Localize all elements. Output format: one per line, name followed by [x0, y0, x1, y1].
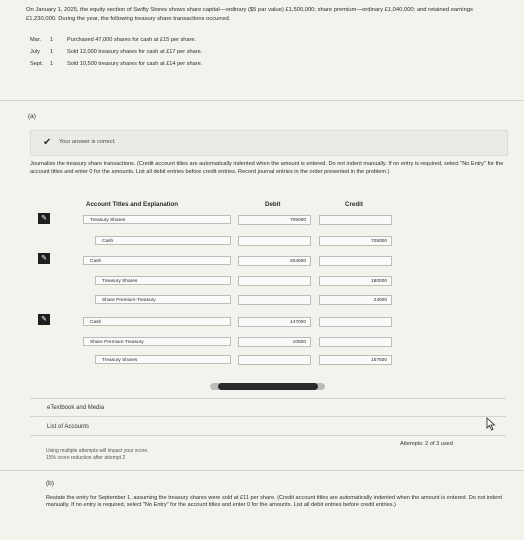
- header-account: Account Titles and Explanation: [86, 201, 179, 208]
- tx-month: July: [30, 49, 40, 55]
- debit-field[interactable]: [238, 276, 311, 286]
- header-credit: Credit: [345, 201, 363, 208]
- section-divider: [30, 416, 506, 417]
- journal-instructions: Journalize the treasury share transactions. (Credit account titles are automatically indented when the amount is entered. Do not indent manually. If no entry is required, select "No Entry" for the account titles and enter 0 for the amounts. List all debit entries before credit entries. Record journal entries in the order presented in the problem.): [30, 161, 504, 175]
- credit-field[interactable]: 24000: [319, 295, 392, 305]
- tx-desc: Sold 12,000 treasury shares for cash at £17 per share.: [67, 49, 203, 55]
- correct-answer-banner: [30, 130, 508, 156]
- tx-day: 1: [50, 61, 54, 67]
- section-divider: [30, 398, 506, 399]
- mouse-pointer-icon: [486, 417, 496, 431]
- part-b-label: (b): [46, 480, 54, 487]
- correct-message: Your answer is correct.: [59, 139, 116, 145]
- problem-intro: On January 1, 2025, the equity section of Swifty Stores shows share capital—ordinary ($5 par value) £1,500,000; share premium—ordinary £1,040,000; and retained earnings £1,230,000. During the year, the following treasury share transactions occurred.: [26, 7, 473, 22]
- pencil-icon[interactable]: ✎: [38, 314, 50, 325]
- tx-desc: Purchased 47,000 shares for cash at £15 per share.: [67, 37, 197, 43]
- account-title-field[interactable]: Cash: [95, 236, 231, 245]
- credit-field[interactable]: 157500: [319, 355, 392, 365]
- section-divider: [0, 470, 524, 471]
- debit-field[interactable]: 204000: [238, 256, 311, 266]
- section-divider: [0, 100, 524, 101]
- tx-day: 1: [50, 37, 54, 43]
- tx-day: 1: [50, 49, 54, 55]
- tx-month: Mar.: [30, 37, 41, 43]
- pencil-icon[interactable]: ✎: [38, 213, 50, 224]
- account-title-field[interactable]: Share Premium-Treasury: [83, 337, 231, 346]
- checkmark-icon: ✔: [43, 137, 52, 148]
- account-title-field[interactable]: Treasury Shares: [83, 215, 231, 224]
- tx-month: Sept.: [30, 61, 44, 67]
- score-note: Using multiple attempts will impact your score.: [46, 448, 149, 454]
- debit-field[interactable]: 705000: [238, 215, 311, 225]
- account-title-field[interactable]: Treasury Shares: [95, 355, 231, 364]
- part-b-instructions: Restate the entry for September 1, assuming the treasury shares were sold at £11 per share. (Credit account titles are automatically indented when the amount is entered. Do not indent manually. If no entry is required, select "No Entry" for the account titles and enter 0 for the amounts. List all debit entries before credit entries.): [46, 495, 503, 509]
- credit-field[interactable]: 705000: [319, 236, 392, 246]
- pencil-icon[interactable]: ✎: [38, 253, 50, 264]
- scrollbar-thumb[interactable]: [218, 383, 318, 390]
- credit-field[interactable]: 180000: [319, 276, 392, 286]
- debit-field[interactable]: 10500: [238, 337, 311, 347]
- debit-field[interactable]: [238, 295, 311, 305]
- tx-desc: Sold 10,500 treasury shares for cash at £14 per share.: [67, 61, 203, 67]
- score-reduction-note: 15% score reduction after attempt 2: [46, 455, 126, 461]
- debit-field[interactable]: 147000: [238, 317, 311, 327]
- debit-field[interactable]: [238, 236, 311, 246]
- part-a-label: (a): [28, 113, 36, 120]
- credit-field[interactable]: [319, 337, 392, 347]
- account-title-field[interactable]: Treasury Shares: [95, 276, 231, 285]
- section-divider: [30, 435, 506, 436]
- account-title-field[interactable]: Cash: [83, 256, 231, 265]
- debit-field[interactable]: [238, 355, 311, 365]
- account-title-field[interactable]: Share Premium-Treasury: [95, 295, 231, 304]
- credit-field[interactable]: [319, 215, 392, 225]
- attempts-counter: Attempts: 2 of 3 used: [400, 441, 453, 447]
- account-title-field[interactable]: Cash: [83, 317, 231, 326]
- credit-field[interactable]: [319, 317, 392, 327]
- credit-field[interactable]: [319, 256, 392, 266]
- list-of-accounts-link[interactable]: List of Accounts: [47, 424, 90, 430]
- etextbook-link[interactable]: eTextbook and Media: [47, 405, 105, 411]
- header-debit: Debit: [265, 201, 281, 208]
